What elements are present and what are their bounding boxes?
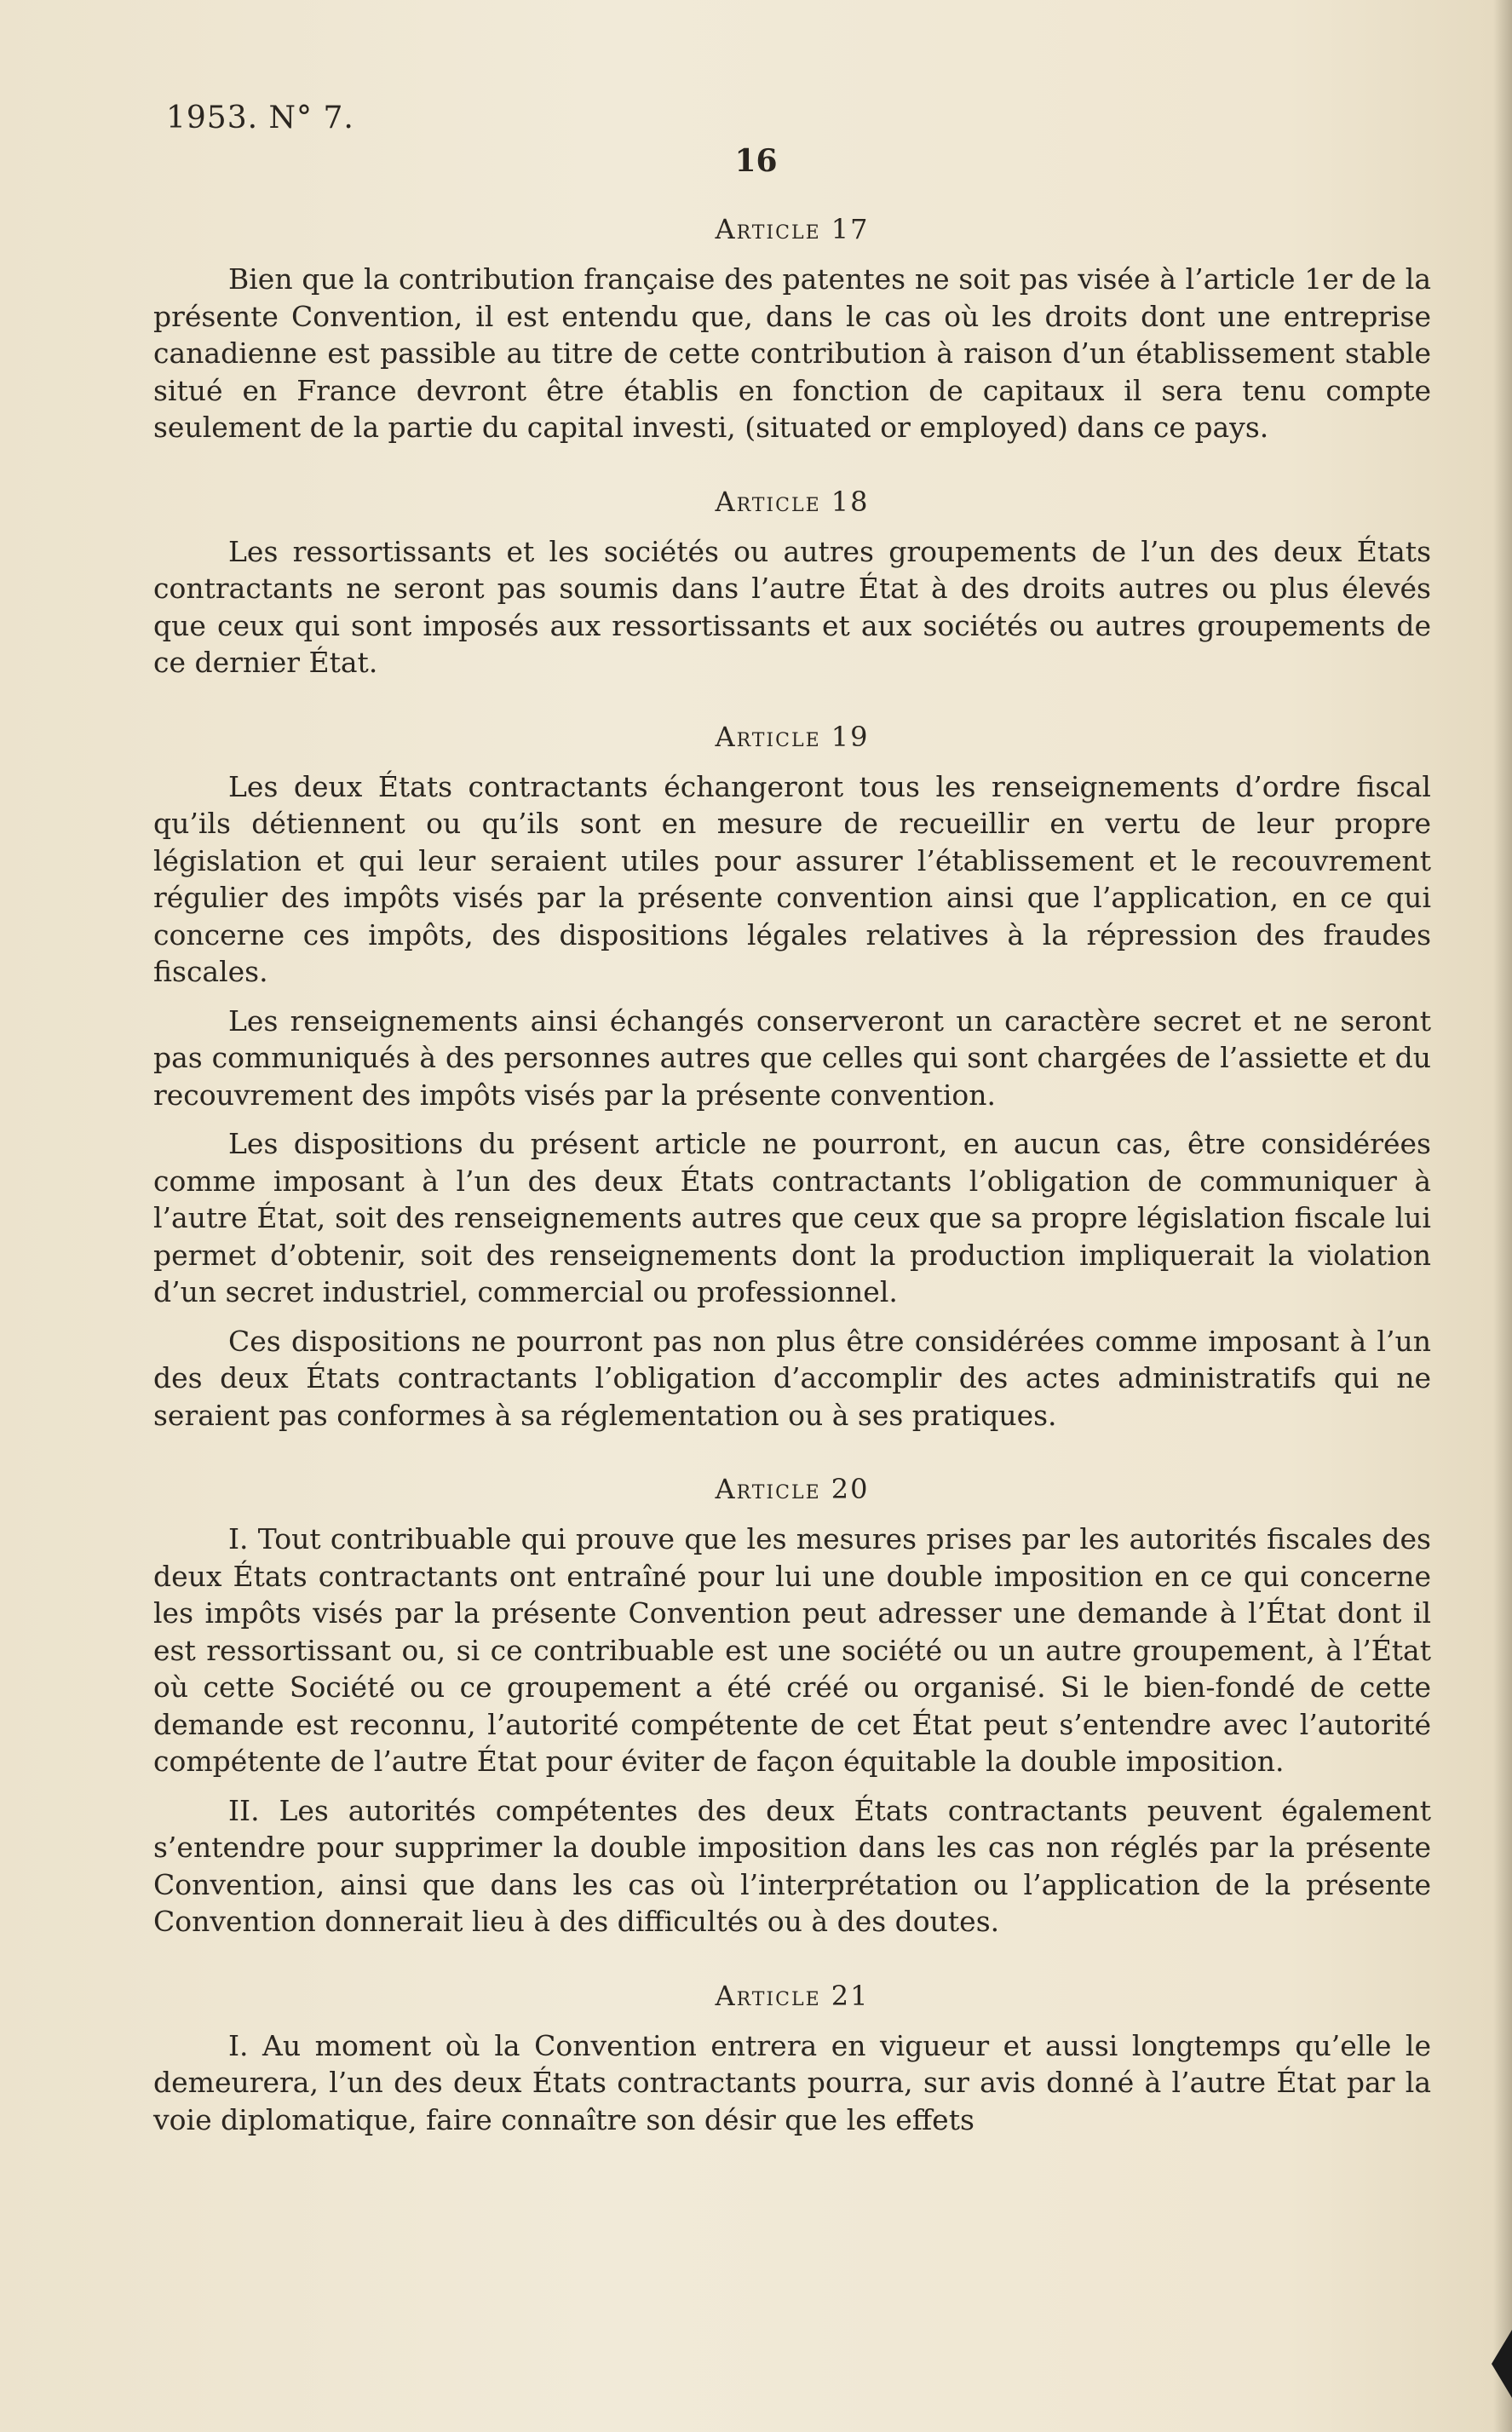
article-paragraph: Les renseignements ainsi échangés conserveront un caractère secret et ne seront pas communiqués à des personnes autres que celles qui sont chargées de l’assiette et du recouvrement des impôts visés par la présente convention. — [153, 1003, 1431, 1112]
page-spine-shadow — [1493, 0, 1512, 2432]
article-title: Article 20 — [715, 1473, 870, 1505]
article-title: Article 21 — [715, 1979, 870, 2012]
corner-mark — [1492, 2330, 1512, 2398]
article-paragraph: Les ressortissants et les sociétés ou autres groupements de l’un des deux États contractants ne seront pas soumis dans l’autre État à des droits autres ou plus élevés que ceux qui sont imposés aux ressortissants et aux sociétés ou autres groupements de ce dernier État. — [153, 534, 1431, 679]
document-body — [153, 213, 1431, 2177]
article-20 — [153, 1473, 1431, 1940]
publication-reference: 1953. N° 7. — [166, 101, 354, 135]
article-title: Article 18 — [715, 485, 870, 518]
article-18 — [153, 486, 1431, 681]
article-title: Article 17 — [715, 213, 870, 245]
article-paragraph: Les deux États contractants échangeront tous les renseignements d’ordre fiscal qu’ils détiennent ou qu’ils sont en mesure de recueillir en vertu de leur propre législation et qui leur seraient utiles pour assurer l’établissement et le recouvrement régulier des impôts visés par la présente convention ainsi que l’application, en ce qui concerne ces impôts, des dispositions légales relatives à la répression des fraudes fiscales. — [153, 769, 1431, 988]
page-number: 16 — [734, 143, 778, 179]
article-paragraph: Bien que la contribution française des patentes ne soit pas visée à l’article 1er de la présente Convention, il est entendu que, dans le cas où les droits dont une entreprise canadienne est passible au titre de cette contribution à raison d’un établissement stable situé en France devront être établis en fonction de capitaux il sera tenu compte seulement de la partie du capital investi, (situated or employed) dans ce pays. — [153, 262, 1431, 444]
article-paragraph: Les dispositions du présent article ne pourront, en aucun cas, être considérées comme imposant à l’un des deux États contractants l’obligation de communiquer à l’autre État, soit des renseignements autres que ceux que sa propre législation fiscale lui permet d’obtenir, soit des renseignements dont la production impliquerait la violation d’un secret industriel, commercial ou professionnel. — [153, 1127, 1431, 1308]
article-17 — [153, 213, 1431, 446]
article-title: Article 19 — [715, 720, 870, 753]
article-paragraph: Ces dispositions ne pourront pas non plus être considérées comme imposant à l’un des deux États contractants l’obligation d’accomplir des actes administratifs qui ne seraient pas conformes à sa réglementation ou à ses pratiques. — [153, 1324, 1431, 1432]
article-paragraph: I. Tout contribuable qui prouve que les mesures prises par les autorités fiscales des deux États contractants ont entraîné pour lui une double imposition en ce qui concerne les impôts visés par la présente Convention peut adresser une demande à l’État dont il est ressortissant ou, si ce contribuable est une société ou un autre groupement, à l’État où cette Société ou ce groupement a été créé ou organisé. Si le bien-fondé de cette demande est reconnu, l’autorité compétente de cet État peut s’entendre avec l’autorité compétente de l’autre État pour éviter de façon équitable la double imposition. — [153, 1522, 1431, 1778]
article-21 — [153, 1980, 1431, 2139]
article-paragraph: II. Les autorités compétentes des deux États contractants peuvent également s’entendre pour supprimer la double imposition dans les cas non réglés par la présente Convention, ainsi que dans les cas où l’interprétation ou l’application de la présente Convention donnerait lieu à des difficultés ou à des doutes. — [153, 1793, 1431, 1938]
article-paragraph: I. Au moment où la Convention entrera en vigueur et aussi longtemps qu’elle le demeurera, l’un des deux États contractants pourra, sur avis donné à l’autre État par la voie diplomatique, faire connaître son désir que les effets — [153, 2028, 1431, 2136]
article-19 — [153, 721, 1431, 1434]
